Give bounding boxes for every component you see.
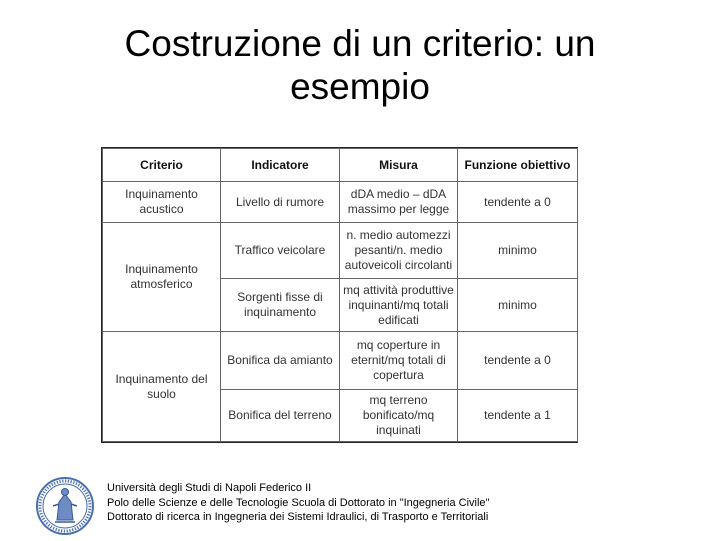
header-criterio: Criterio [103, 149, 221, 182]
indicatore-cell: Bonifica da amianto [221, 332, 340, 390]
header-indicatore: Indicatore [221, 149, 340, 182]
misura-cell: mq attività produttive inquinanti/mq totali edificati [340, 279, 458, 332]
criteria-table [101, 147, 578, 443]
criterio-cell: Inquinamento atmosferico [103, 223, 221, 332]
header-funzione-obiettivo: Funzione obiettivo [458, 149, 578, 182]
table-header-row [103, 149, 578, 182]
misura-cell: dDA medio – dDA massimo per legge [340, 182, 458, 223]
funzione-cell: minimo [458, 223, 578, 279]
table-row [103, 223, 578, 279]
table-row [103, 182, 578, 223]
funzione-cell: tendente a 0 [458, 182, 578, 223]
funzione-cell: tendente a 1 [458, 390, 578, 442]
criterio-cell: Inquinamento acustico [103, 182, 221, 223]
indicatore-cell: Livello di rumore [221, 182, 340, 223]
footer-university: Università degli Studi di Napoli Federico II [107, 482, 312, 494]
funzione-cell: minimo [458, 279, 578, 332]
misura-cell: n. medio automezzi pesanti/n. medio autoveicoli circolanti [340, 223, 458, 279]
footer-doctorate: Dottorato di ricerca in Ingegneria dei Sistemi Idraulici, di Trasporto e Territoriali [107, 511, 489, 523]
table-row [103, 332, 578, 390]
criterio-cell: Inquinamento del suolo [103, 332, 221, 442]
funzione-cell: tendente a 0 [458, 332, 578, 390]
indicatore-cell: Traffico veicolare [221, 223, 340, 279]
slide-title: Costruzione di un criterio: un esempio [124, 23, 596, 107]
header-misura: Misura [340, 149, 458, 182]
indicatore-cell: Bonifica del terreno [221, 390, 340, 442]
footer [107, 481, 489, 525]
misura-cell: mq terreno bonificato/mq inquinati [340, 390, 458, 442]
university-seal-icon [35, 476, 95, 536]
misura-cell: mq coperture in eternit/mq totali di copertura [340, 332, 458, 390]
footer-school: Polo delle Scienze e delle Tecnologie Scuola di Dottorato in "Ingegneria Civile" [107, 496, 490, 509]
indicatore-cell: Sorgenti fisse di inquinamento [221, 279, 340, 332]
